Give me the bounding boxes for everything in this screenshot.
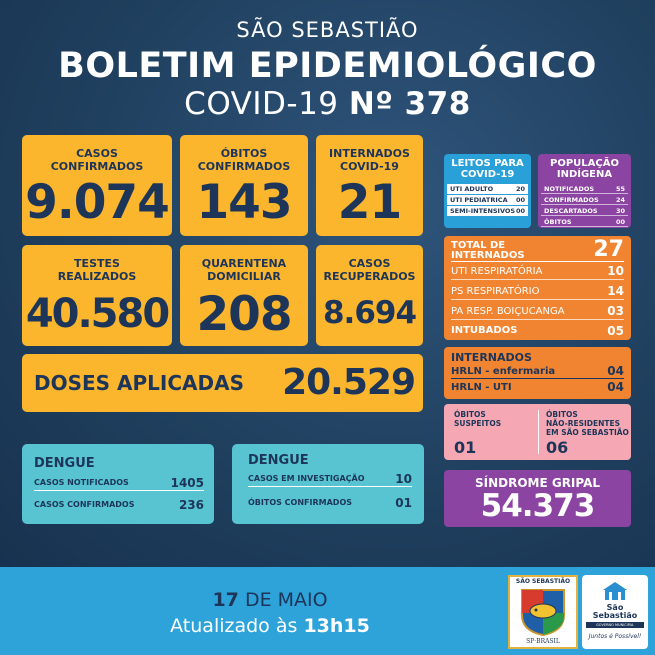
card-confirmados: [22, 135, 172, 236]
total-value: 27: [593, 237, 624, 262]
internacoes-row: [451, 283, 624, 300]
total-label: INTERNADOS: [451, 250, 525, 261]
card-value: 8.694: [322, 295, 417, 331]
coat-of-arms-logo: [508, 575, 578, 649]
leitos-row: [447, 206, 528, 216]
internacoes-row: [451, 303, 624, 320]
doses-value: 20.529: [282, 362, 415, 403]
bulletin-number: Nº 378: [348, 86, 471, 122]
card-label: ÓBITOS: [220, 147, 268, 160]
card-doses: [22, 354, 423, 412]
leitos-title: COVID-19: [460, 169, 515, 180]
prefeitura-logo: [582, 575, 648, 649]
row-label: UTI PEDIATRICA: [450, 196, 508, 204]
sindrome-value: 54.373: [480, 488, 595, 524]
card-label: CONFIRMADOS: [197, 160, 291, 173]
card-recuperados: [316, 245, 423, 346]
leitos-row: [447, 195, 528, 205]
internacoes-row: [451, 323, 624, 339]
logo-text: GOVERNO MUNICIPAL: [586, 622, 644, 628]
row-value: 05: [607, 324, 624, 338]
card-obitos: [180, 135, 308, 236]
date-day: 17: [212, 589, 239, 611]
indigena-row: [541, 206, 628, 216]
row-value: 30: [615, 207, 625, 215]
doses-label: DOSES APLICADAS: [34, 371, 244, 395]
row-label: PA RESP. BOIÇUCANGA: [451, 306, 565, 317]
dengue-row: [248, 495, 412, 511]
internacoes-panel: [444, 236, 631, 340]
logo-slogan: Juntos é Possível!: [588, 633, 642, 640]
card-label: INTERNADOS: [329, 147, 410, 160]
row-label: UTI ADULTO: [450, 185, 494, 193]
indigena-row: [541, 217, 628, 227]
obitos-extra-panel: [444, 404, 631, 460]
card-label: CONFIRMADOS: [50, 160, 144, 173]
sindrome-panel: [444, 470, 631, 527]
divider: [538, 410, 539, 454]
row-label: PS RESPIRATÓRIO: [451, 286, 540, 297]
card-label: QUARENTENA: [201, 257, 287, 270]
logo-text: Sebastião: [592, 611, 638, 620]
nres-label: ÓBITOS: [546, 410, 578, 419]
bulletin-title: BOLETIM EPIDEMIOLÓGICO: [58, 46, 597, 86]
card-quarentena: [180, 245, 308, 346]
dengue-panel-1: [22, 444, 214, 524]
row-value: 00: [615, 218, 625, 226]
row-label: CASOS NOTIFICADOS: [34, 478, 129, 487]
internacoes-row: [451, 263, 624, 280]
row-label: INTUBADOS: [451, 325, 518, 336]
dengue-panel-2: [232, 444, 424, 524]
suspeitos-value: 01: [454, 438, 477, 457]
suspeitos-label: ÓBITOS: [454, 410, 486, 419]
bulletin-subtitle: [0, 86, 655, 122]
nres-label: NÃO-RESIDENTES: [546, 419, 621, 428]
indigena-title: POPULAÇÃO: [550, 158, 619, 169]
row-value: 1405: [170, 476, 204, 490]
row-value: 14: [607, 284, 624, 298]
row-label: HRLN - UTI: [451, 382, 512, 393]
row-value: 10: [395, 472, 412, 486]
row-label: CONFIRMADOS: [544, 196, 599, 204]
card-label: RECUPERADOS: [323, 270, 416, 283]
indigena-row: [541, 195, 628, 205]
card-label: CASOS: [348, 257, 391, 270]
hrln-row: [451, 364, 624, 379]
row-label: NOTIFICADOS: [544, 185, 595, 193]
card-label: CASOS: [76, 147, 118, 160]
logo-text: São: [606, 603, 624, 612]
row-label: ÓBITOS CONFIRMADOS: [248, 498, 353, 507]
date-line: [120, 589, 420, 611]
hrln-title: INTERNADOS: [451, 351, 532, 364]
updated-prefix: Atualizado às: [170, 615, 298, 637]
row-label: CASOS CONFIRMADOS: [34, 500, 135, 509]
shield-icon: [510, 587, 576, 637]
row-value: 236: [178, 498, 204, 512]
leitos-row: [447, 184, 528, 194]
row-label: UTI RESPIRATÓRIA: [451, 266, 543, 277]
row-label: SEMI-INTENSIVOS: [450, 207, 516, 215]
card-label: REALIZADOS: [57, 270, 137, 283]
card-label: DOMICILIAR: [207, 270, 281, 283]
row-label: HRLN - enfermaria: [451, 366, 556, 377]
dengue-title: DENGUE: [34, 456, 95, 471]
date-month: DE MAIO: [244, 589, 328, 611]
card-testes: [22, 245, 172, 346]
indigena-panel: [538, 154, 631, 228]
row-value: 00: [515, 196, 525, 204]
logo-text: SP·BRASIL: [526, 638, 560, 645]
indigena-title: INDÍGENA: [556, 169, 613, 180]
indigena-row: [541, 184, 628, 194]
card-value: 40.580: [25, 291, 169, 337]
dengue-row: [248, 471, 412, 487]
row-label: DESCARTADOS: [544, 207, 598, 215]
card-label: TESTES: [74, 257, 120, 270]
suspeitos-label: SUSPEITOS: [454, 419, 502, 428]
row-label: ÓBITOS: [544, 218, 572, 226]
leitos-panel: [444, 154, 531, 228]
city-name: SÃO SEBASTIÃO: [236, 18, 419, 42]
logo-text: SÃO SEBASTIÃO: [515, 578, 571, 585]
dengue-row: [34, 497, 204, 513]
row-value: 04: [607, 364, 624, 378]
row-value: 24: [615, 196, 625, 204]
dengue-title: DENGUE: [248, 453, 309, 468]
card-value: 143: [196, 175, 292, 230]
row-value: 00: [515, 207, 525, 215]
row-value: 20: [515, 185, 525, 193]
row-value: 04: [607, 380, 624, 394]
nres-value: 06: [546, 438, 569, 457]
building-icon: [600, 580, 630, 602]
card-value: 9.074: [25, 175, 169, 230]
dengue-row: [34, 475, 204, 491]
hrln-panel: [444, 347, 631, 399]
card-internados: [316, 135, 423, 236]
row-label: CASOS EM INVESTIGAÇÃO: [248, 474, 365, 483]
card-value: 208: [196, 287, 292, 342]
card-value: 21: [337, 175, 402, 230]
covid-label: COVID-19: [184, 86, 339, 122]
card-label: COVID-19: [340, 160, 399, 173]
hrln-row: [451, 380, 624, 395]
divider: [451, 261, 624, 262]
nres-label: EM SÃO SEBASTIÃO: [546, 428, 629, 437]
sindrome-label: SÍNDROME GRIPAL: [474, 476, 601, 490]
updated-time: 13h15: [303, 615, 370, 637]
row-value: 03: [607, 304, 624, 318]
row-value: 55: [615, 185, 625, 193]
row-value: 10: [607, 264, 624, 278]
leitos-title: LEITOS PARA: [451, 158, 524, 169]
total-label: TOTAL DE: [451, 240, 506, 251]
updated-line: [120, 615, 420, 637]
row-value: 01: [395, 496, 412, 510]
